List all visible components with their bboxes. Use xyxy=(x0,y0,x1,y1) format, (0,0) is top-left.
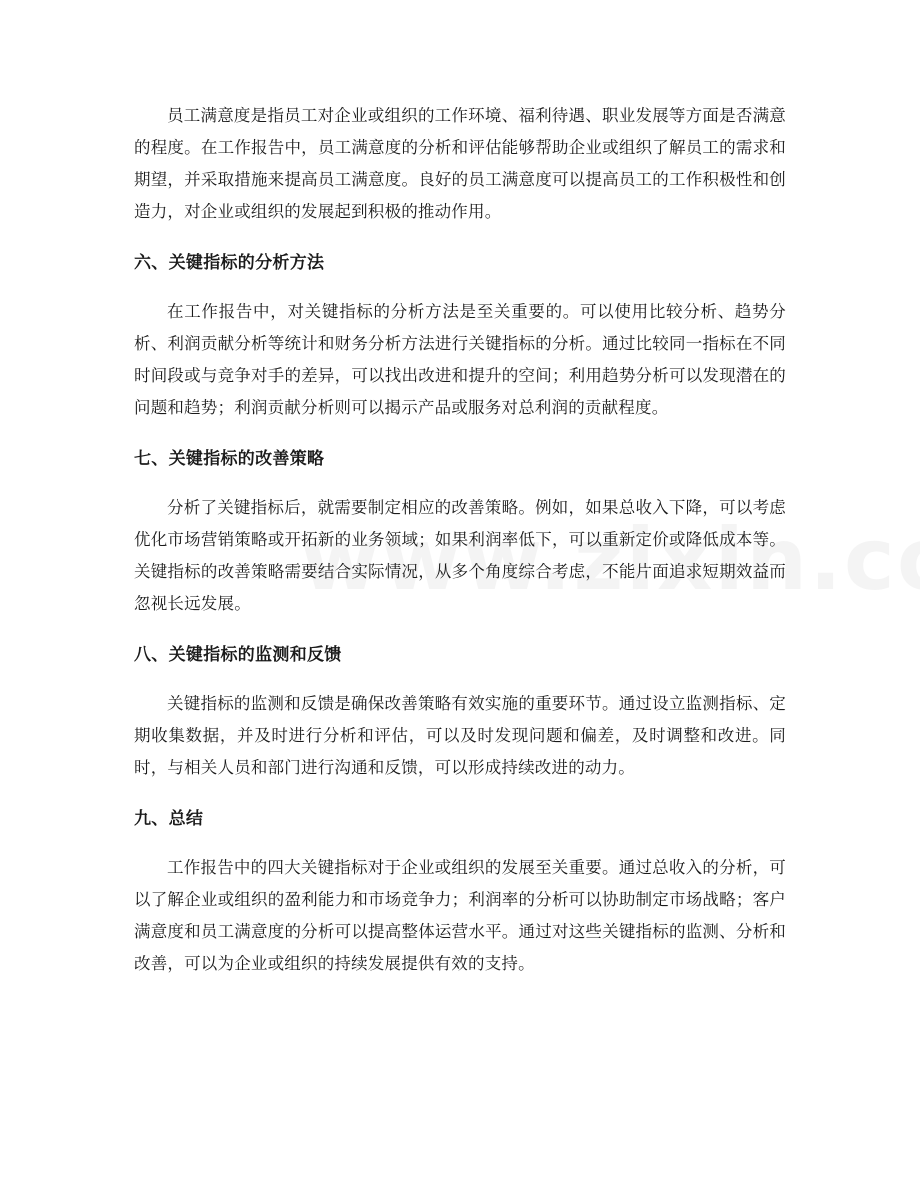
section-heading-improvement-strategy: 七、关键指标的改善策略 xyxy=(134,449,325,469)
paragraph-improvement-strategy: 分析了关键指标后，就需要制定相应的改善策略。例如，如果总收入下降，可以考虑优化市场营销策略或开拓新的业务领域；如果利润率低下，可以重新定价或降低成本等。关键指标的改善策略需要结合实际情况，从多个角度综合考虑，不能片面追求短期效益而忽视长远发展。 xyxy=(134,498,786,613)
section-heading-summary: 九、总结 xyxy=(134,809,204,829)
document-page xyxy=(134,100,786,980)
paragraph-employee-satisfaction: 员工满意度是指员工对企业或组织的工作环境、福利待遇、职业发展等方面是否满意的程度。在工作报告中，员工满意度的分析和评估能够帮助企业或组织了解员工的需求和期望，并采取措施来提高员工满意度。良好的员工满意度可以提高员工的工作积极性和创造力，对企业或组织的发展起到积极的推动作用。 xyxy=(134,106,786,221)
paragraph-summary: 工作报告中的四大关键指标对于企业或组织的发展至关重要。通过总收入的分析，可以了解企业或组织的盈利能力和市场竞争力；利润率的分析可以协助制定市场战略；客户满意度和员工满意度的分析可以提高整体运营水平。通过对这些关键指标的监测、分析和改善，可以为企业或组织的持续发展提供有效的支持。 xyxy=(134,858,786,973)
paragraph-monitoring-feedback: 关键指标的监测和反馈是确保改善策略有效实施的重要环节。通过设立监测指标、定期收集数据，并及时进行分析和评估，可以及时发现问题和偏差，及时调整和改进。同时，与相关人员和部门进行沟通和反馈，可以形成持续改进的动力。 xyxy=(134,694,786,777)
section-heading-monitoring-feedback: 八、关键指标的监测和反馈 xyxy=(134,645,342,665)
section-heading-analysis-methods: 六、关键指标的分析方法 xyxy=(134,253,325,273)
paragraph-analysis-methods: 在工作报告中，对关键指标的分析方法是至关重要的。可以使用比较分析、趋势分析、利润贡献分析等统计和财务分析方法进行关键指标的分析。通过比较同一指标在不同时间段或与竞争对手的差异，可以找出改进和提升的空间；利用趋势分析可以发现潜在的问题和趋势；利润贡献分析则可以揭示产品或服务对总利润的贡献程度。 xyxy=(134,302,786,417)
